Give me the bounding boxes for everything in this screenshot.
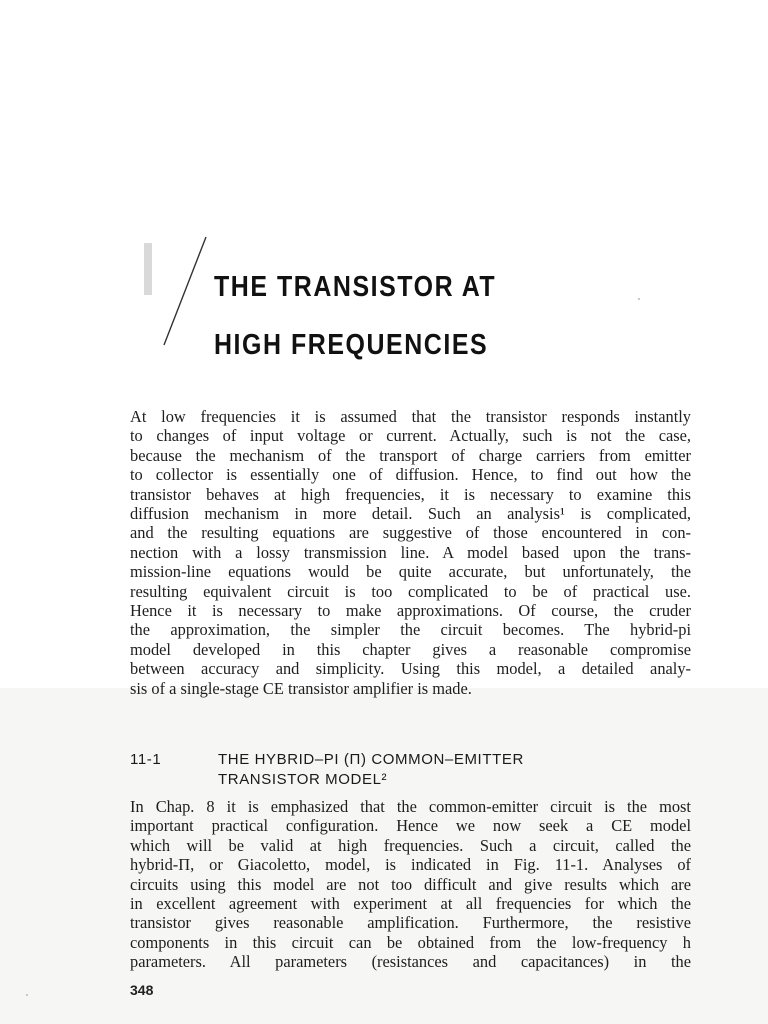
intro-line: resulting equivalent circuit is too complicated to be of practical use.	[130, 581, 691, 601]
section-title-line-1: THE HYBRID–PI (Π) COMMON–EMITTER	[218, 751, 524, 768]
section-title-line-2: TRANSISTOR MODEL²	[218, 771, 388, 788]
scan-speck	[26, 994, 28, 996]
intro-line: model developed in this chapter gives a reasonable compromise	[130, 639, 691, 659]
section-line: circuits using this model are not too difficult and give results which are	[130, 874, 691, 894]
section-line: which will be valid at high frequencies. Such a circuit, called the	[130, 835, 691, 855]
page-number: 348	[130, 982, 154, 998]
intro-line: to collector is essentially one of diffusion. Hence, to find out how the	[130, 465, 691, 485]
intro-line: diffusion mechanism in more detail. Such an analysis¹ is complicated,	[130, 504, 691, 524]
section-line: parameters. All parameters (resistances and capacitances) in the	[130, 952, 691, 972]
chapter-title-line-1: THE TRANSISTOR AT	[214, 271, 497, 303]
intro-line: the approximation, the simpler the circuit becomes. The hybrid-pi	[130, 620, 691, 640]
section-line: components in this circuit can be obtained from the low-frequency h	[130, 932, 691, 952]
intro-line: because the mechanism of the transport of charge carriers from emitter	[130, 445, 691, 465]
intro-line: between accuracy and simplicity. Using this model, a detailed analy-	[130, 659, 691, 679]
section-line: hybrid-Π, or Giacoletto, model, is indicated in Fig. 11-1. Analyses of	[130, 855, 691, 875]
section-paragraph	[130, 797, 691, 972]
intro-line: and the resulting equations are suggestive of those encountered in con-	[130, 523, 691, 543]
intro-paragraph	[130, 407, 691, 698]
chapter-title	[214, 258, 496, 374]
intro-line: sis of a single-stage CE transistor amplifier is made.	[130, 678, 472, 698]
intro-line: mission-line equations would be quite accurate, but unfortunately, the	[130, 562, 691, 582]
section-line: transistor gives reasonable amplification. Furthermore, the resistive	[130, 913, 691, 933]
intro-line: transistor behaves at high frequencies, it is necessary to examine this	[130, 484, 691, 504]
scan-speck	[638, 298, 640, 300]
intro-line: nection with a lossy transmission line. A model based upon the trans-	[130, 542, 691, 562]
chapter-title-line-2: HIGH FREQUENCIES	[214, 329, 489, 361]
intro-line: Hence it is necessary to make approximations. Of course, the cruder	[130, 601, 691, 621]
intro-line: to changes of input voltage or current. Actually, such is not the case,	[130, 426, 691, 446]
section-line: In Chap. 8 it is emphasized that the common-emitter circuit is the most	[130, 797, 691, 816]
section-line: important practical configuration. Hence we now seek a CE model	[130, 816, 691, 836]
section-line: in excellent agreement with experiment at all frequencies for which the	[130, 894, 691, 914]
section-number: 11-1	[130, 751, 162, 768]
intro-line: At low frequencies it is assumed that the transistor responds instantly	[130, 407, 691, 426]
